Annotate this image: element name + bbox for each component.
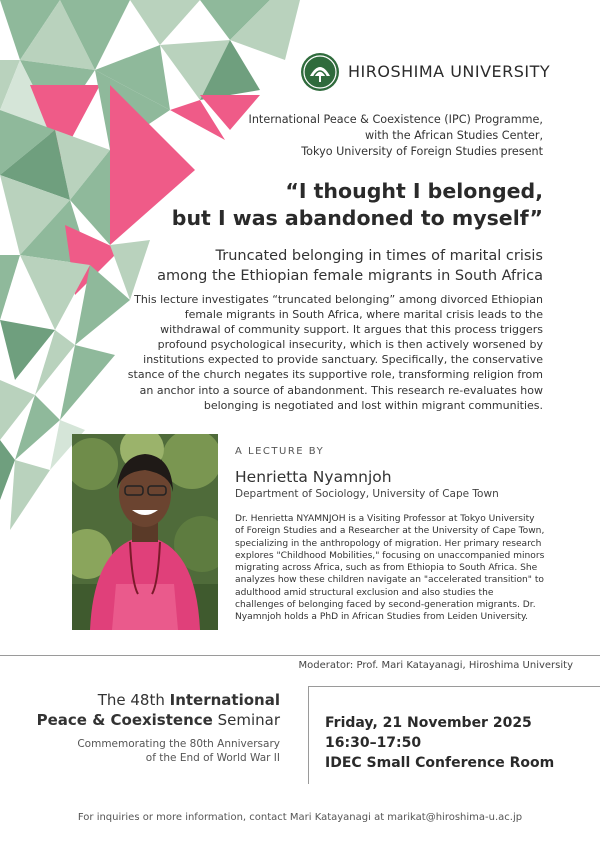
seminar-title-bold: International [169, 691, 280, 709]
subtitle-line: among the Ethiopian female migrants in South Africa [157, 268, 543, 284]
university-name: HIROSHIMA UNIVERSITY [348, 62, 551, 81]
commemoration-line: of the End of World War II [145, 752, 280, 764]
presenters-line: International Peace & Coexistence (IPC) Programme, [248, 113, 543, 126]
subtitle-line: Truncated belonging in times of marital crisis [215, 248, 543, 264]
title-line: “I thought I belonged, [285, 179, 543, 203]
hiroshima-university-logo [300, 52, 340, 92]
presenters-line: Tokyo University of Foreign Studies present [301, 145, 543, 158]
moderator-text: Moderator: Prof. Mari Katayanagi, Hiroshima University [298, 660, 573, 671]
divider-line [308, 686, 600, 687]
event-details [325, 713, 554, 773]
lecture-subtitle [157, 246, 543, 286]
lecture-title [172, 178, 543, 232]
presenters-block [249, 112, 543, 160]
inquiry-contact-text: For inquiries or more information, contact Mari Katayanagi at marikat@hiroshima-u.ac.jp [77, 812, 523, 823]
divider-line [0, 655, 600, 656]
event-date: Friday, 21 November 2025 [325, 715, 532, 731]
seminar-title-text: Seminar [212, 711, 280, 729]
commemoration-line: Commemorating the 80th Anniversary [77, 738, 280, 750]
commemoration-text [77, 737, 280, 765]
lecture-by-label: A LECTURE BY [235, 446, 325, 457]
lecture-abstract: This lecture investigates “truncated belonging” among divorced Ethiopian female migrants in South Africa, where marital crisis leads to the withdrawal of community support. It argues that this process triggers profound psychological insecurity, which is then actively worsened by institutions expected to provide sanctuary. Specifically, the conservative stance of the church negates its supportive role, transforming religion from an anchor into a source of abandonment. This research re-evaluates how belonging is negotiated and lost within migrant communities. [127, 293, 543, 412]
vertical-divider [308, 686, 309, 784]
seminar-title [37, 690, 280, 730]
presenters-line: with the African Studies Center, [364, 129, 543, 142]
seminar-title-text: The 48th [97, 691, 170, 709]
event-venue: IDEC Small Conference Room [325, 755, 555, 771]
speaker-bio: Dr. Henrietta NYAMNJOH is a Visiting Professor at Tokyo University of Foreign Studies and a Researcher at the University of Cape Town, specializing in the anthropology of migration. Her primary research explores "Childhood Mobilities," focusing on unaccompanied minors migrating across Africa, such as from Ethiopia to South Africa. She analyzes how these children navigate an "accelerated transition" to adulthood amid structural exclusion and also studies the challenges of belonging faced by second-generation migrants. Dr. Nyamnjoh holds a PhD in African Studies from Leiden University. [235, 514, 545, 623]
speaker-department: Department of Sociology, University of Cape Town [235, 488, 499, 500]
event-time: 16:30–17:50 [325, 735, 422, 751]
speaker-photo [72, 434, 218, 630]
seminar-title-bold: Peace & Coexistence [36, 711, 213, 729]
title-line: but I was abandoned to myself” [171, 206, 543, 230]
speaker-name: Henrietta Nyamnjoh [235, 468, 392, 486]
